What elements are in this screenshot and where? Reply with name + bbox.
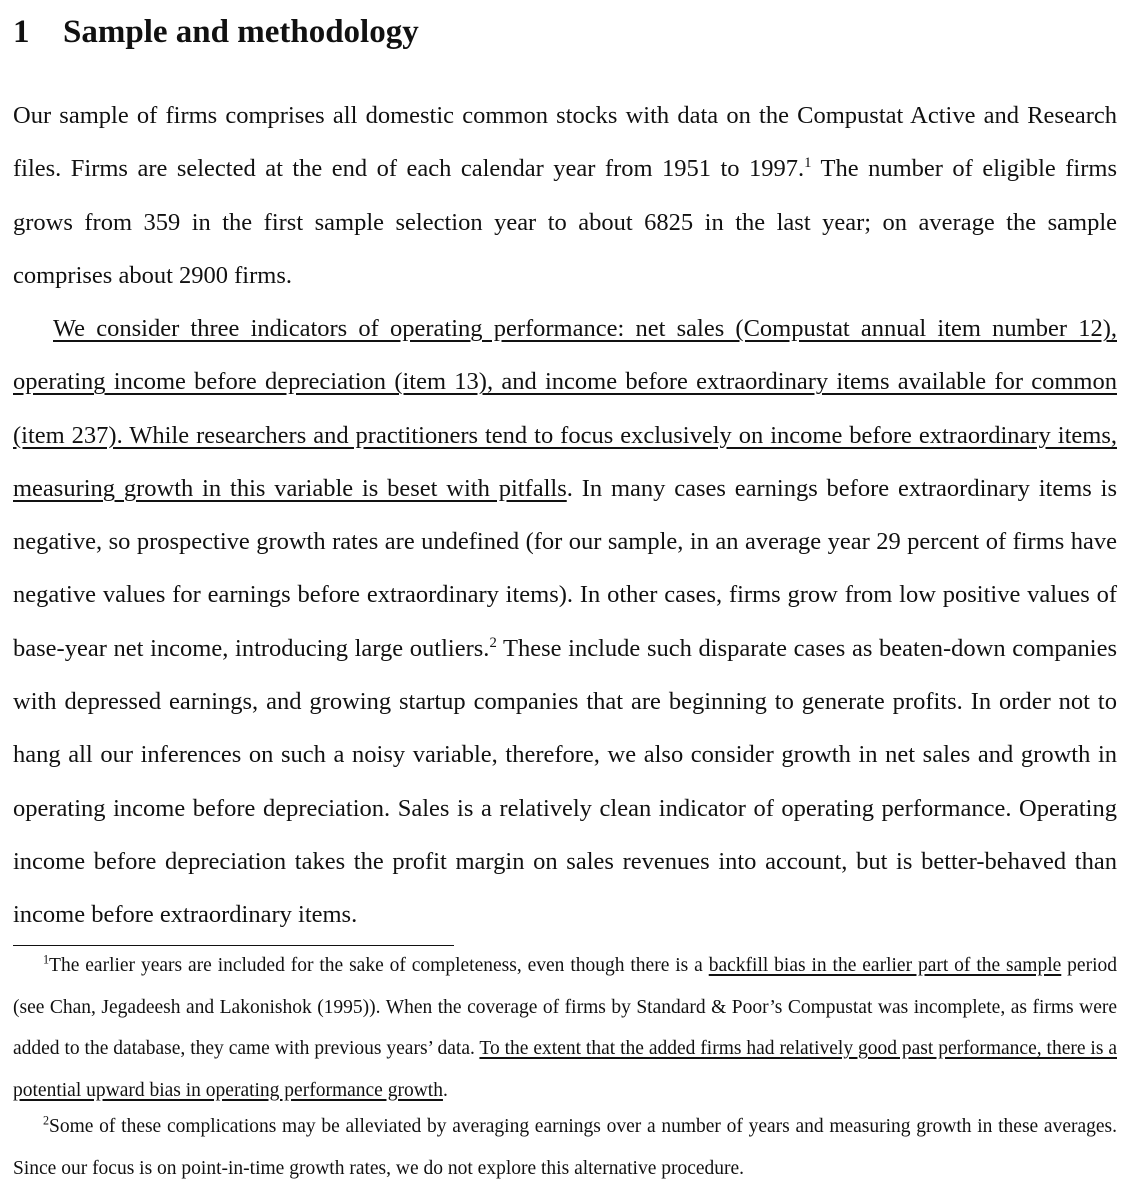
- footnote-1-marker: 1: [43, 952, 50, 967]
- paragraph-sample-text: Our sample of firms comprises all domestic common stocks with data on the Compustat Active and Research files. Firms are selected at the end of each calendar year from 1951 to 1997.: [13, 102, 1117, 183]
- footnote-2-marker: 2: [43, 1113, 50, 1128]
- section-number: 1: [13, 14, 30, 50]
- footnote-ref-1: 1: [804, 155, 812, 172]
- footnote-ref-2: 2: [489, 634, 497, 651]
- footnote-1-text-end: .: [442, 1079, 448, 1101]
- footnote-1-text-cont: period (see Chan, Jegadeesh and Lakonishok (1995)). When the coverage of firms by Standard & Poor’s Compustat was incomplete, as firms were added to the database, they came with previous years’ data.: [13, 955, 1117, 1059]
- paragraph-indicators-text-cont: These include such disparate cases as beaten-down companies with depressed earnings, and growing startup companies that are beginning to generate profits. In order not to hang all our inferences on such a noisy variable, therefore, we also consider growth in net sales and growth in operating income before depreciation. Sales is a relatively clean indicator of operating performance. Operating income before depreciation takes the profit margin on sales revenues into account, but is better-behaved than income before extraordinary items.: [13, 634, 1117, 929]
- section-title: Sample and methodology: [63, 14, 419, 50]
- paragraph-sample: [13, 89, 1117, 302]
- paragraph-indicators-text: . In many cases earnings before extraordinary items is negative, so prospective growth rates are undefined (for our sample, in an average year 29 percent of firms have negative values for earnings before extraordinary items). In other cases, firms grow from low positive values of base-year net income, introducing large outliers.: [13, 474, 1117, 662]
- footnote-1-underlined-a: backfill bias in the earlier part of the sample: [708, 955, 1062, 976]
- footnote-2: [13, 1106, 1117, 1189]
- paragraph-sample-text-cont: The number of eligible firms grows from 359 in the first sample selection year to about 6825 in the last year; on average the sample comprises about 2900 firms.: [13, 155, 1117, 289]
- footnote-1: [13, 945, 1117, 1111]
- paragraph-indicators: [13, 302, 1117, 942]
- footnote-2-text: Some of these complications may be alleviated by averaging earnings over a number of years and measuring growth in these averages. Since our focus is on point-in-time growth rates, we do not explore this alternative procedure.: [13, 1116, 1117, 1179]
- footnote-1-underlined-b: To the extent that the added firms had relatively good past performance, there is a potential upward bias in operating performance growth: [13, 1038, 1117, 1101]
- underlined-passage: We consider three indicators of operating performance: net sales (Compustat annual item number 12), operating income before depreciation (item 13), and income before extraordinary items available for common (item 237). While researchers and practitioners tend to focus exclusively on income before extraordinary items, measuring growth in this variable is beset with pitfalls: [13, 315, 1117, 502]
- footnote-1-text: The earlier years are included for the sake of completeness, even though there is a: [49, 955, 709, 976]
- section-heading: [13, 12, 419, 52]
